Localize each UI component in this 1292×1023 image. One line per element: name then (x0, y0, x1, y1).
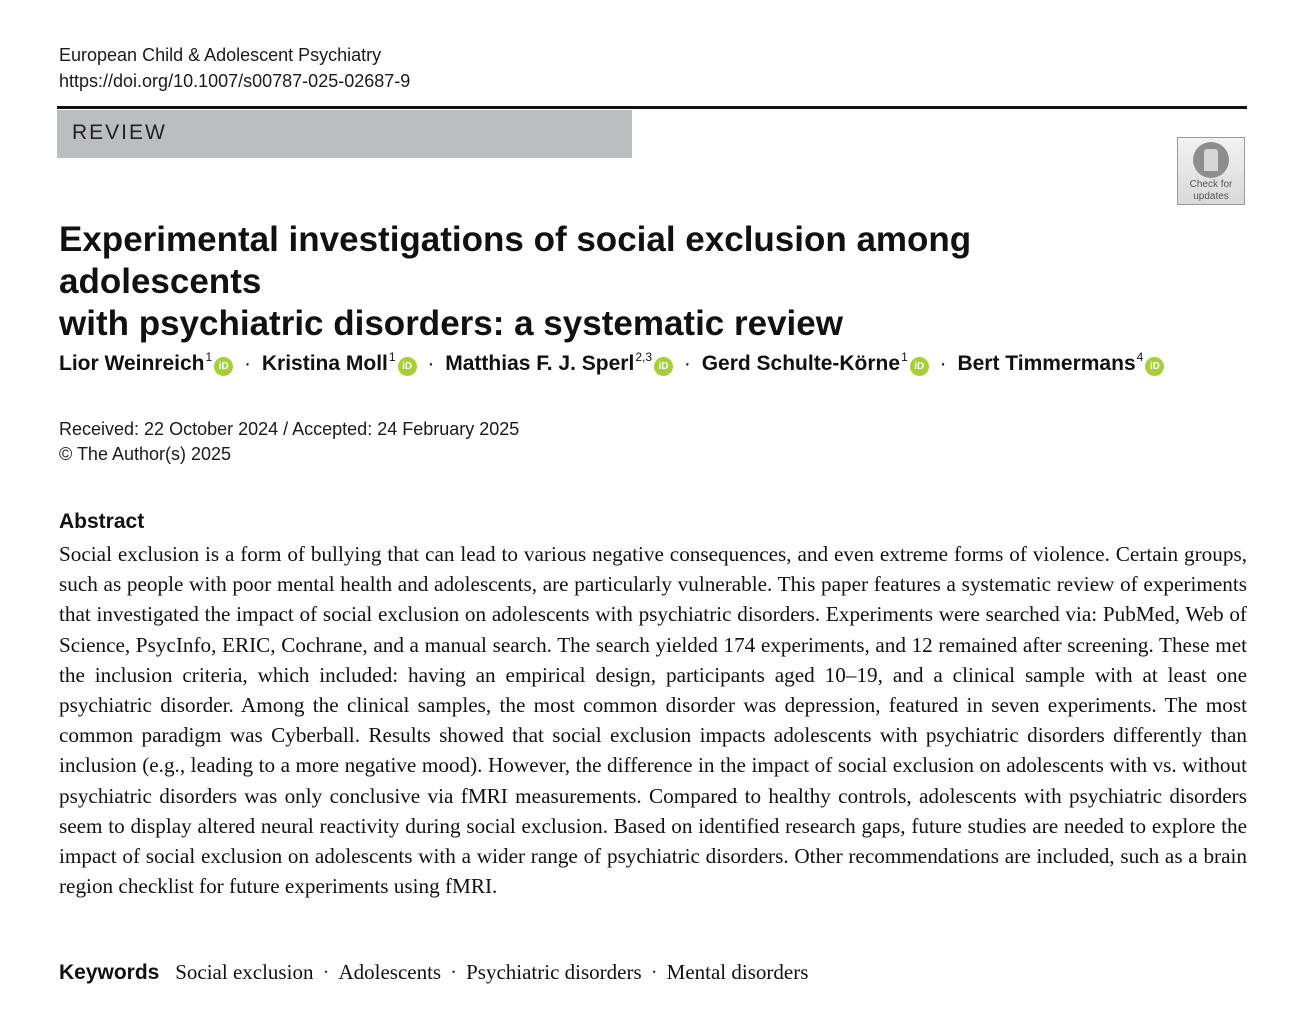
article-type-label: REVIEW (72, 121, 167, 144)
copyright-line: © The Author(s) 2025 (59, 444, 232, 464)
orcid-icon[interactable]: iD (1145, 357, 1164, 376)
check-for-updates-button[interactable] (1177, 137, 1245, 205)
received-accepted-dates: Received: 22 October 2024 / Accepted: 24 February 2025 (59, 419, 520, 439)
article-type-bar (57, 110, 632, 158)
author-separator: · (939, 352, 947, 375)
abstract-text: Social exclusion is a form of bullying that can lead to various negative consequences, and even extreme forms of violence. Certain groups, such as people with poor mental health and adolescents, are particularly vulnerable. This paper features a systematic review of experiments that investigated the impact of social exclusion on adolescents with psychiatric disorders. Experiments were searched via: PubMed, Web of Science, PsycInfo, ERIC, Cochrane, and a manual search. The search yielded 174 experiments, and 12 remained after screening. These met the inclusion criteria, which included: having an empirical design, participants aged 10–19, and a clinical sample with at least one psychiatric disorder. Among the clinical samples, the most common disorder was depression, featured in seven experiments. The most common paradigm was Cyberball. Results showed that social exclusion impacts adolescents with psychiatric disorders differently than inclusion (e.g., leading to a more negative mood). However, the difference in the impact of social exclusion on adolescents with vs. without psychiatric disorders was only conclusive via fMRI measurements. Compared to healthy controls, adolescents with psychiatric disorders seem to display altered neural reactivity during social exclusion. Based on identified research gaps, future studies are needed to explore the impact of social exclusion on adolescents with a wider range of psychiatric disorders. Other recommendations are included, such as a brain region checklist for future experiments using fMRI. (59, 542, 1247, 899)
author-name[interactable]: Lior Weinreich (59, 352, 205, 375)
keyword: Social exclusion (175, 960, 314, 984)
keyword: Mental disorders (666, 960, 809, 984)
author-name[interactable]: Bert Timmermans (957, 352, 1136, 375)
check-updates-line2: updates (1193, 191, 1229, 202)
keywords-label: Keywords (59, 961, 160, 984)
keyword-separator: · (322, 960, 330, 984)
orcid-icon[interactable]: iD (214, 357, 233, 376)
journal-header (59, 42, 410, 94)
journal-name: European Child & Adolescent Psychiatry (59, 45, 382, 65)
orcid-icon[interactable]: iD (910, 357, 929, 376)
author-separator: · (244, 352, 252, 375)
header-rule (57, 106, 1247, 109)
author-name[interactable]: Matthias F. J. Sperl (445, 352, 635, 375)
author-name[interactable]: Gerd Schulte-Körne (701, 352, 901, 375)
abstract-heading: Abstract (59, 510, 145, 533)
keyword: Psychiatric disorders (466, 960, 642, 984)
affiliation-sup: 1 (901, 350, 908, 364)
doi-link[interactable]: https://doi.org/10.1007/s00787-025-02687-9 (59, 71, 411, 91)
author-separator: · (683, 352, 691, 375)
keyword-separator: · (450, 960, 458, 984)
bookmark-icon (1193, 142, 1229, 178)
affiliation-sup: 1 (388, 350, 396, 364)
article-title (59, 219, 1159, 345)
title-line-1: Experimental investigations of social exclusion among adolescents (59, 220, 972, 301)
affiliation-sup: 1 (205, 350, 213, 364)
orcid-icon[interactable]: iD (654, 357, 673, 376)
orcid-icon[interactable]: iD (398, 357, 417, 376)
keyword: Adolescents (338, 960, 442, 984)
check-updates-line1: Check for (1189, 179, 1233, 190)
author-list (59, 342, 1259, 379)
keywords-row (59, 960, 808, 985)
keyword-separator: · (650, 960, 658, 984)
author-separator: · (427, 352, 435, 375)
affiliation-sup: 2,3 (635, 350, 652, 364)
author-name[interactable]: Kristina Moll (261, 352, 388, 375)
affiliation-sup: 4 (1136, 350, 1144, 364)
dates-block (59, 417, 519, 467)
title-line-2: with psychiatric disorders: a systematic review (59, 304, 843, 343)
